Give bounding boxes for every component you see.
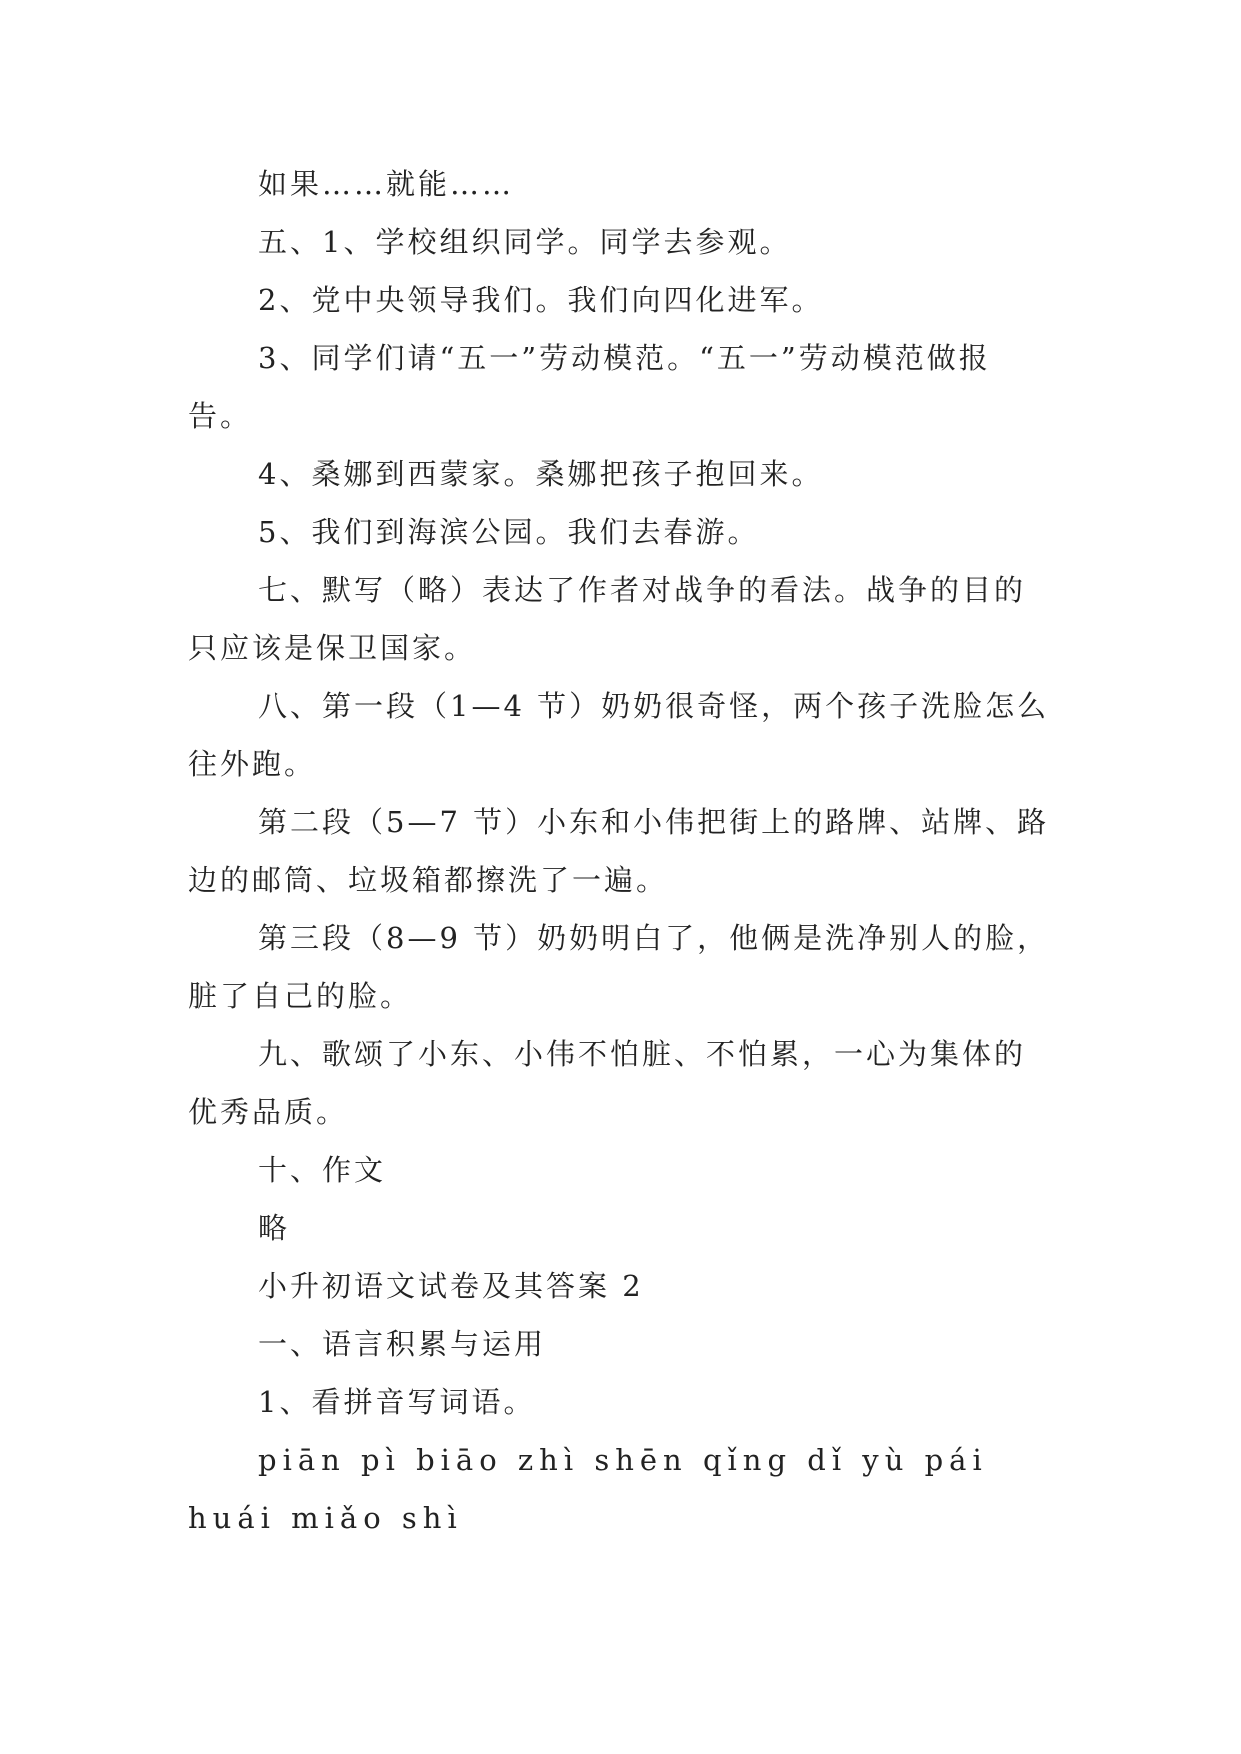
answer-line: 五、1、学校组织同学。同学去参观。 bbox=[258, 225, 792, 259]
answer-line: 略 bbox=[258, 1211, 291, 1245]
pinyin-line: piān pì biāo zhì shēn qǐng dǐ yù pái bbox=[258, 1443, 988, 1477]
answer-line: 脏了自己的脸。 bbox=[188, 979, 413, 1013]
answer-line: 往外跑。 bbox=[188, 747, 317, 781]
answer-line: 优秀品质。 bbox=[188, 1095, 349, 1129]
question-line: 1、看拼音写词语。 bbox=[258, 1385, 536, 1419]
answer-line: 边的邮筒、垃圾箱都擦洗了一遍。 bbox=[188, 863, 669, 897]
answer-line: 七、默写（略）表达了作者对战争的看法。战争的目的 bbox=[258, 573, 1027, 607]
answer-line: 告。 bbox=[188, 399, 253, 433]
answer-line: 第二段（5—7 节）小东和小伟把街上的路牌、站牌、路 bbox=[258, 805, 1050, 839]
answer-line: 2、党中央领导我们。我们向四化进军。 bbox=[258, 283, 824, 317]
answer-line: 八、第一段（1—4 节）奶奶很奇怪，两个孩子洗脸怎么 bbox=[258, 689, 1050, 723]
answer-line: 5、我们到海滨公园。我们去春游。 bbox=[258, 515, 760, 549]
answer-line: 只应该是保卫国家。 bbox=[188, 631, 477, 665]
section-heading: 十、作文 bbox=[258, 1153, 387, 1187]
pinyin-line: huái miǎo shì bbox=[188, 1501, 463, 1535]
answer-line: 4、桑娜到西蒙家。桑娜把孩子抱回来。 bbox=[258, 457, 824, 491]
answer-line: 3、同学们请“五一”劳动模范。“五一”劳动模范做报 bbox=[258, 341, 991, 375]
exam-title: 小升初语文试卷及其答案 2 bbox=[258, 1269, 644, 1303]
answer-line: 如果……就能…… bbox=[258, 167, 515, 201]
section-heading: 一、语言积累与运用 bbox=[258, 1327, 547, 1361]
answer-line: 第三段（8—9 节）奶奶明白了，他俩是洗净别人的脸， bbox=[258, 921, 1050, 955]
answer-line: 九、歌颂了小东、小伟不怕脏、不怕累，一心为集体的 bbox=[258, 1037, 1027, 1071]
